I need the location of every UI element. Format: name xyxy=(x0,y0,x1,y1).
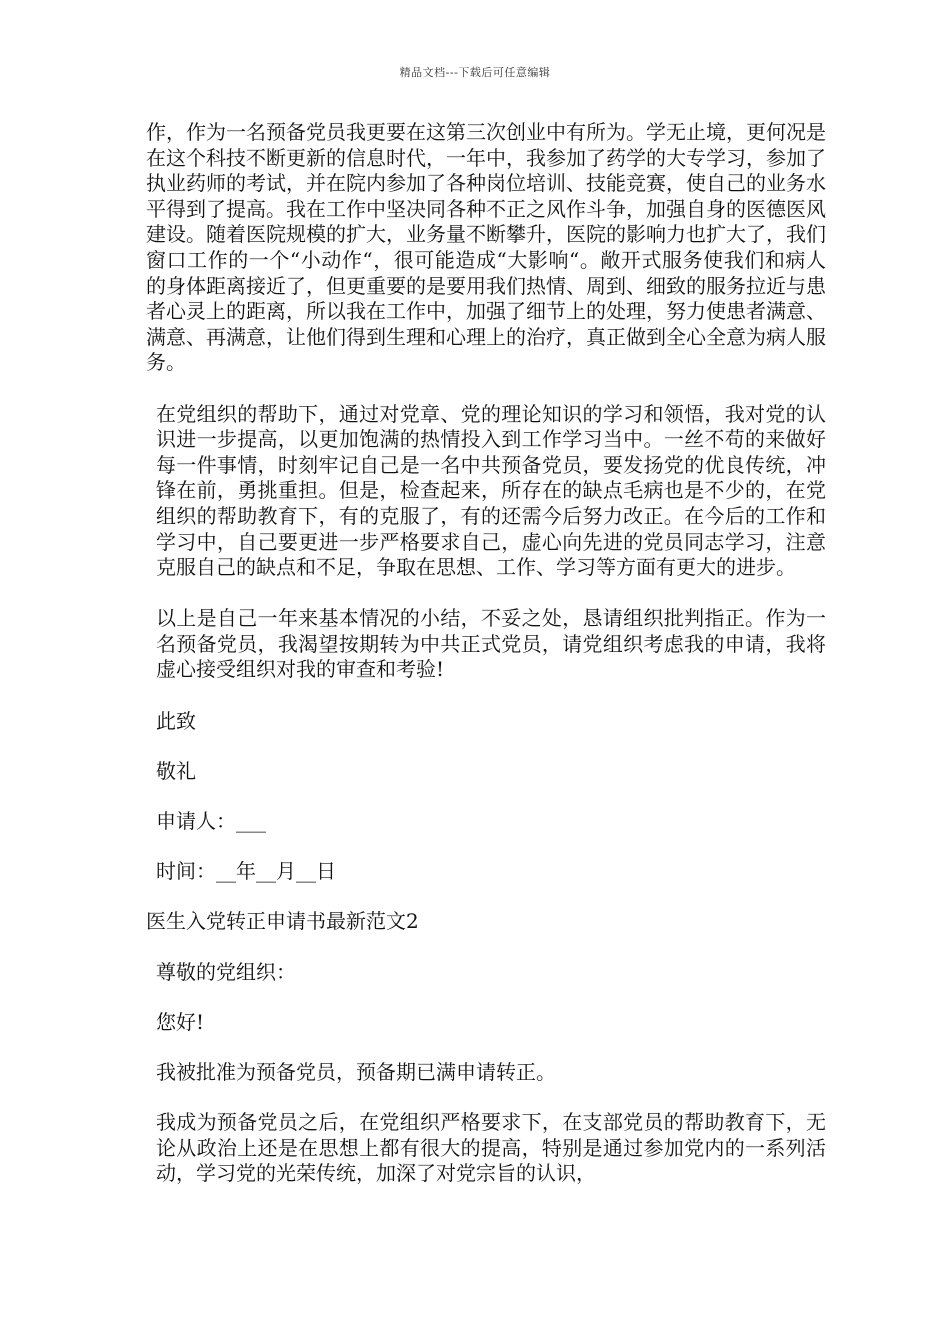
greeting: 您好! xyxy=(156,1009,205,1034)
page-header: 精品文档---下载后可任意编辑 xyxy=(399,66,551,79)
applicant-line: 申请人：___ xyxy=(156,809,266,834)
paragraph-2: 在党组织的帮助下，通过对党章、党的理论知识的学习和领悟，我对党的认识进一步提高，以更加饱满的热情投入到工作学习当中。一丝不苟的来做好每一件事情，时刻牢记自己是一名中共预备党员，要发扬党的优良传统，冲锋在前，勇挑重担。但是，检查起来，所存在的缺点毛病也是不少的，在党组织的帮助教育下，有的克服了，有的还需今后努力改正。在今后的工作和学习中，自己要更进一步严格要求自己，虚心向先进的党员同志学习，注意克服自己的缺点和不足，争取在思想、工作、学习等方面有更大的进步。 xyxy=(156,401,826,580)
paragraph-1: 作，作为一名预备党员我更要在这第三次创业中有所为。学无止境，更何况是在这个科技不断更新的信息时代，一年中，我参加了药学的大专学习，参加了执业药师的考试，并在院内参加了各种岗位培训、技能竞赛，使自己的业务水平得到了提高。我在工作中坚决同各种不正之风作斗争，加强自身的医德医风建设。随着医院规模的扩大，业务量不断攀升，医院的影响力也扩大了，我们窗口工作的一个“小动作“，很可能造成“大影响“。敞开式服务使我们和病人的身体距离接近了，但更重要的是要用我们热情、周到、细致的服务拉近与患者心灵上的距离，所以我在工作中，加强了细节上的处理，努力使患者满意、满意、再满意，让他们得到生理和心理上的治疗，真正做到全心全意为病人服务。 xyxy=(146,120,826,375)
closing-cizhi: 此致 xyxy=(156,708,196,733)
salutation: 尊敬的党组织： xyxy=(156,959,296,984)
section-title: 医生入党转正申请书最新范文2 xyxy=(146,909,419,934)
date-line: 时间：__年__月__日 xyxy=(156,859,336,884)
paragraph-3: 以上是自己一年来基本情况的小结，不妥之处，恳请组织批判指正。作为一名预备党员，我渴望按期转为中共正式党员，请党组织考虑我的申请，我将虚心接受组织对我的审查和考验! xyxy=(156,606,826,682)
paragraph-5: 我成为预备党员之后，在党组织严格要求下，在支部党员的帮助教育下，无论从政治上还是在思想上都有很大的提高，特别是通过参加党内的一系列活动，学习党的光荣传统，加深了对党宗旨的认识， xyxy=(156,1110,826,1186)
document-body xyxy=(146,120,826,1213)
closing-jingli: 敬礼 xyxy=(156,758,196,783)
paragraph-4: 我被批准为预备党员，预备期已满申请转正。 xyxy=(156,1059,556,1084)
